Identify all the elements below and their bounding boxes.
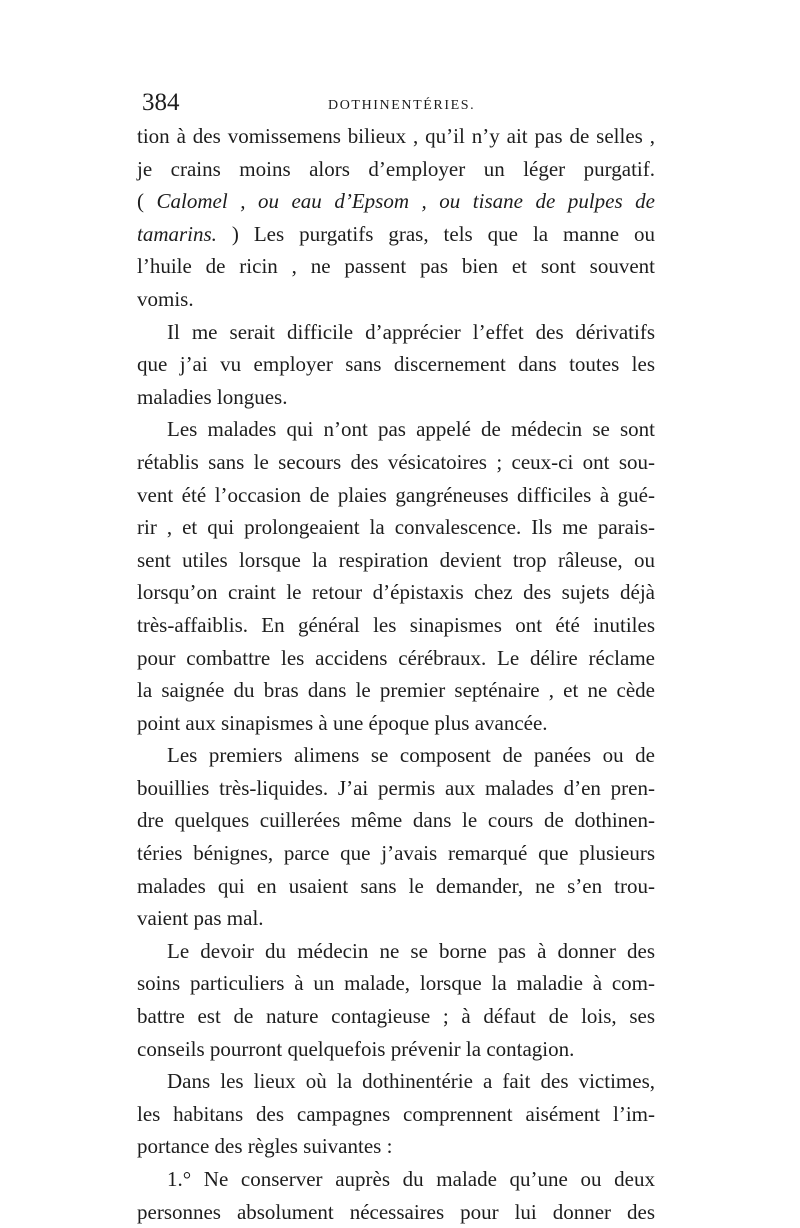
page-number: 384 [142,89,180,116]
text-line: rétablis sans le secours des vésicatoires ; ceux-ci ont sou- [137,449,655,474]
text-line: Les premiers alimens se composent de panées ou de [167,743,655,768]
italic-tamarins: tamarins. [137,221,217,246]
body-text [137,120,655,1228]
text-line: 1.° Ne conserver auprès du malade qu’une ou deux [167,1167,655,1191]
text-line: sent utiles lorsque la respiration devient trop râleuse, ou [137,547,655,572]
text-line: tion à des vomissemens bilieux , qu’il n’y ait pas de selles , [137,124,655,148]
text-line: vaient pas mal. [137,906,264,931]
text-line: l’huile de ricin , ne passent pas bien et sont souvent [137,254,655,279]
text-line: bouillies très-liquides. J’ai permis aux malades d’en pren- [137,775,655,800]
text-line: rir , et qui prolongeaient la convalescence. Ils me parais- [137,515,655,540]
italic-remedies: Calomel , ou eau d’Epsom , ou tisane de pulpes de [156,189,655,214]
text-line: Dans les lieux où la dothinentérie a fait des victimes, [167,1069,655,1094]
text-line: maladies longues. [137,384,288,409]
text-line-italic-citation [137,218,655,251]
text-line: malades qui en usaient sans le demander, ne s’en trou- [137,873,655,898]
text-line: point aux sinapismes à une époque plus avancée. [137,710,548,735]
text-line: la saignée du bras dans le premier septénaire , et ne cède [137,678,655,703]
line-rest: ) Les purgatifs gras, tels que la manne ou [216,221,655,246]
text-line: pour combattre les accidens cérébraux. Le délire réclame [137,645,655,670]
text-line: vomis. [137,286,194,311]
text-line: les habitans des campagnes comprennent aisément l’im- [137,1101,655,1126]
text-line: je crains moins alors d’employer un léger purgatif. [137,156,655,181]
paren-open: ( [137,189,157,214]
text-line: téries bénignes, parce que j’avais remarqué que plusieurs [137,841,655,866]
page-header [142,88,658,122]
text-line: très-affaiblis. En général les sinapismes ont été inutiles [137,612,655,637]
text-line-italic-citation [137,185,655,218]
text-line: battre est de nature contagieuse ; à défaut de lois, ses [137,1004,655,1029]
running-title: DOTHINENTÉRIES. [328,98,476,113]
text-line: Il me serait difficile d’apprécier l’effet des dérivatifs [167,319,655,344]
text-line: Le devoir du médecin ne se borne pas à donner des [167,938,655,963]
text-line: lorsqu’on craint le retour d’épistaxis chez des sujets déjà [137,580,655,605]
text-line: dre quelques cuillerées même dans le cours de dothinen- [137,808,655,833]
text-line: conseils pourront quelquefois prévenir la contagion. [137,1036,575,1061]
text-line: que j’ai vu employer sans discernement dans toutes les [137,352,655,377]
text-line: personnes absolument nécessaires pour lui donner des [137,1199,655,1224]
text-line: soins particuliers à un malade, lorsque la maladie à com- [137,971,655,996]
text-line: portance des règles suivantes : [137,1134,393,1159]
text-line: vent été l’occasion de plaies gangréneuses difficiles à gué- [137,482,655,507]
text-line: Les malades qui n’ont pas appelé de médecin se sont [167,417,655,442]
